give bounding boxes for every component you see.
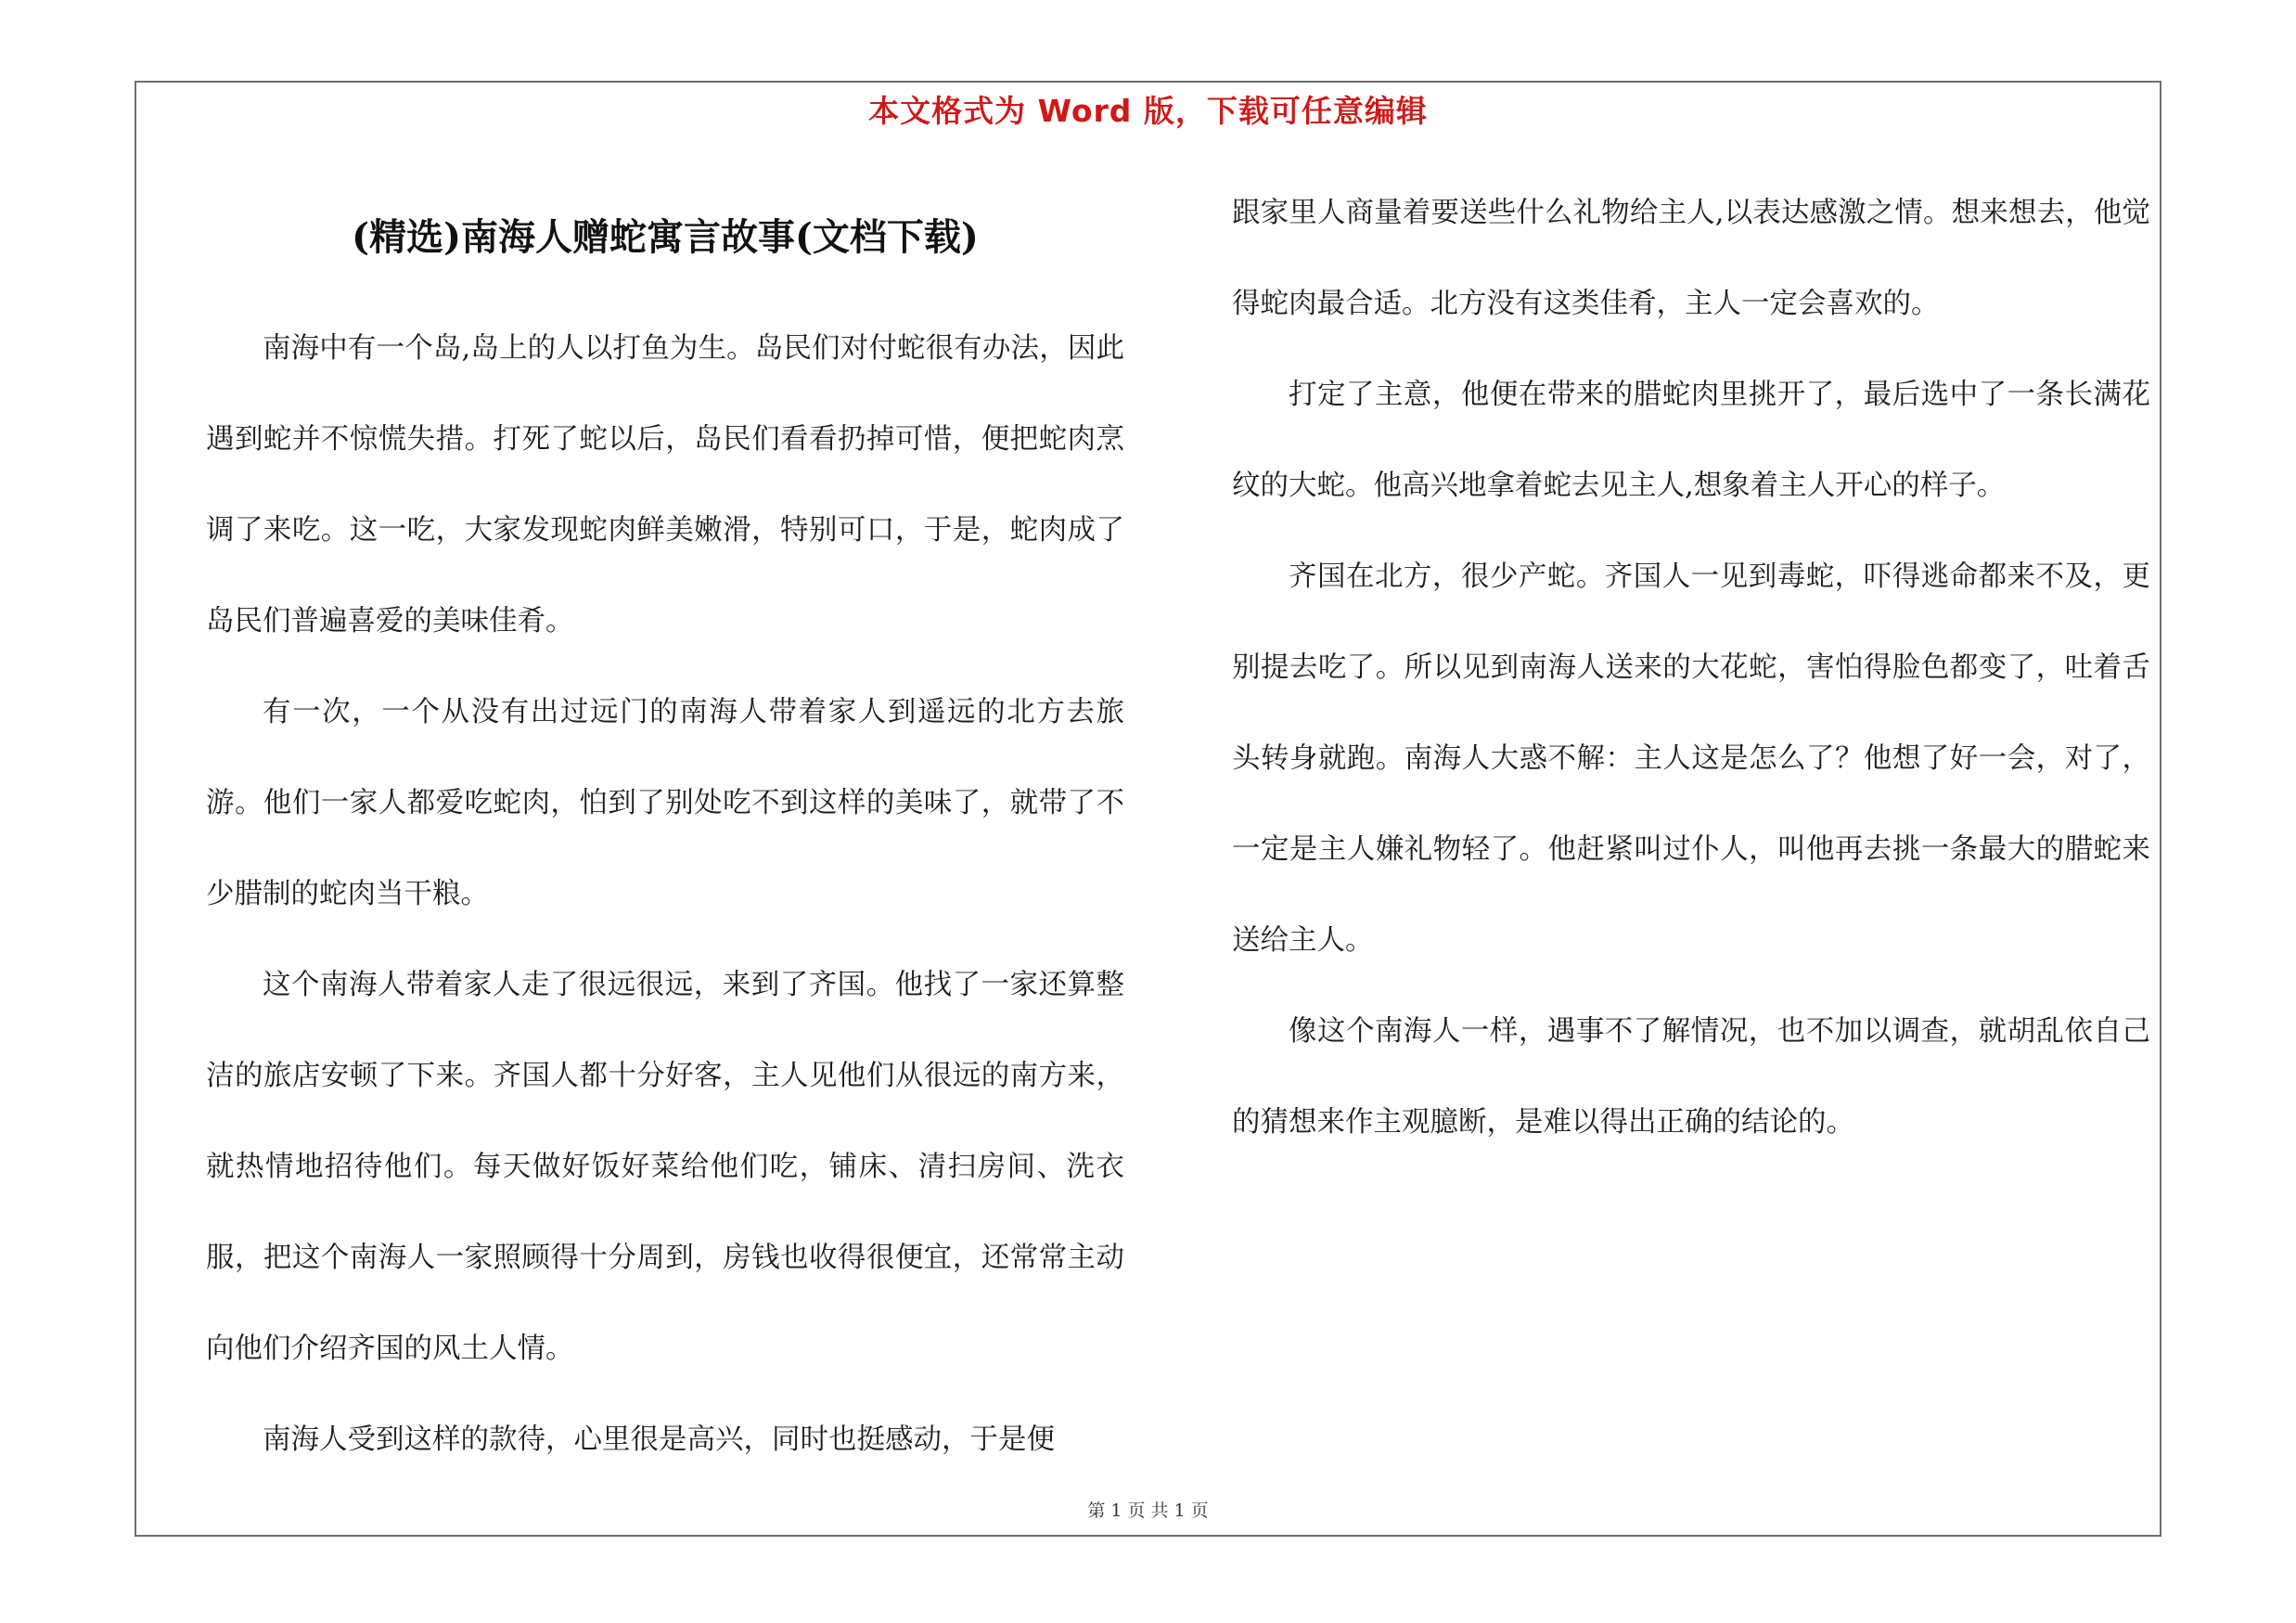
- paragraph: 南海中有一个岛,岛上的人以打鱼为生。岛民们对付蛇很有办法，因此遇到蛇并不惊慌失措。打死了蛇以后，岛民们看看扔掉可惜，便把蛇肉烹调了来吃。这一吃，大家发现蛇肉鲜美嫩滑，特别可口，于是，蛇肉成了岛民们普遍喜爱的美味佳肴。: [206, 332, 1124, 638]
- paragraph: 这个南海人带着家人走了很远很远，来到了齐国。他找了一家还算整洁的旅店安顿了下来。齐国人都十分好客，主人见他们从很远的南方来，就热情地招待他们。每天做好饭好菜给他们吃，铺床、清扫房间、洗衣服，把这个南海人一家照顾得十分周到，房钱也收得很便宜，还常常主动向他们介绍齐国的风土人情。: [206, 969, 1124, 1365]
- left-column: [206, 303, 1124, 1486]
- paragraph: 南海人受到这样的款待，心里很是高兴，同时也挺感动，于是便: [263, 1423, 1055, 1456]
- page-number-footer: 第 1 页 共 1 页: [1087, 1501, 1209, 1521]
- paragraph: 齐国在北方，很少产蛇。齐国人一见到毒蛇，吓得逃命都来不及，更别提去吃了。所以见到南海人送来的大花蛇，害怕得脸色都变了，吐着舌头转身就跑。南海人大惑不解：主人这是怎么了？他想了好一会，对了，一定是主人嫌礼物轻了。他赶紧叫过仆人，叫他再去挑一条最大的腊蛇来送给主人。: [1232, 560, 2150, 957]
- format-banner: 本文格式为 Word 版，下载可任意编辑: [868, 93, 1428, 129]
- paragraph: 打定了主意，他便在带来的腊蛇肉里挑开了，最后选中了一条长满花纹的大蛇。他高兴地拿着蛇去见主人,想象着主人开心的样子。: [1232, 379, 2150, 502]
- paragraph: 有一次，一个从没有出过远门的南海人带着家人到遥远的北方去旅游。他们一家人都爱吃蛇肉，怕到了别处吃不到这样的美味了，就带了不少腊制的蛇肉当干粮。: [206, 696, 1124, 910]
- document-title: (精选)南海人赠蛇寓言故事(文档下载): [352, 215, 979, 259]
- paragraph: 像这个南海人一样，遇事不了解情况，也不加以调查，就胡乱依自己的猜想来作主观臆断，是难以得出正确的结论的。: [1232, 1015, 2150, 1139]
- right-column: [1232, 168, 2150, 1168]
- paragraph-continued: 跟家里人商量着要送些什么礼物给主人,以表达感激之情。想来想去，他觉得蛇肉最合适。北方没有这类佳肴，主人一定会喜欢的。: [1232, 197, 2150, 320]
